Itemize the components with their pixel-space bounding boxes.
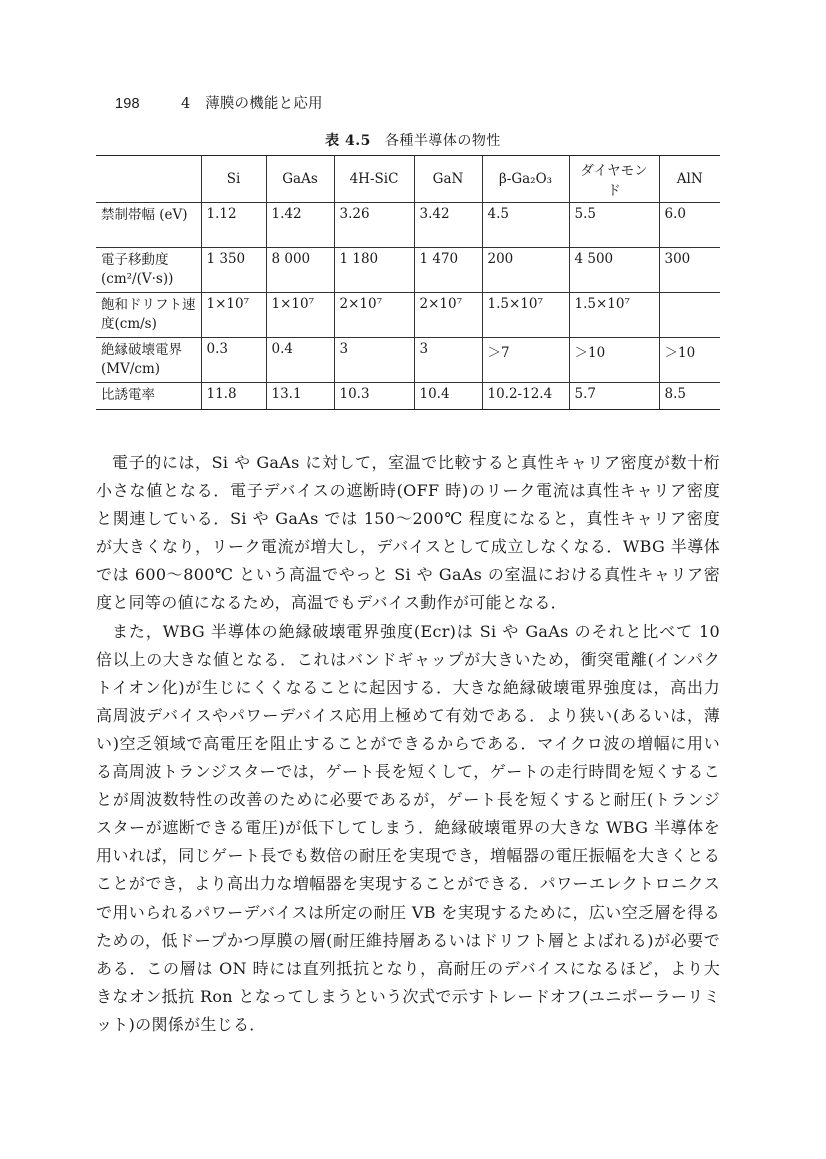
table-row: [96, 338, 720, 383]
table-cell: ＞10: [569, 338, 659, 383]
table-cell: 8.5: [659, 383, 720, 410]
table-header-cell: GaN: [414, 156, 482, 203]
table-cell: 10.2-12.4: [482, 383, 569, 410]
table-caption-title: 各種半導体の物性: [384, 133, 501, 149]
table-cell: 4.5: [482, 203, 569, 248]
table-cell: 2×10⁷: [334, 293, 414, 338]
chapter-title: 4 薄膜の機能と応用: [181, 96, 323, 112]
table-cell: 1.12: [201, 203, 266, 248]
table-cell: 10.4: [414, 383, 482, 410]
properties-table: [96, 155, 720, 410]
table-cell: 1.42: [266, 203, 334, 248]
table-caption-label: 表 4.5: [325, 133, 371, 149]
table-cell: 4 500: [569, 248, 659, 293]
table-cell: 5.7: [569, 383, 659, 410]
table-cell: 1 350: [201, 248, 266, 293]
table-cell: 0.4: [266, 338, 334, 383]
table-cell: 3: [334, 338, 414, 383]
table-cell: 11.8: [201, 383, 266, 410]
table-header-cell: [96, 156, 201, 203]
paragraph: また，WBG 半導体の絶縁破壊電界強度(Ecr)は Si や GaAs のそれと比べて 10 倍以上の大きな値となる．これはバンドギャップが大きいため，衝突電離(インパクトイオン化)が生じにくくなることに起因する．大きな絶縁破壊電界強度は，高出力高周波デバイスやパワーデバイス応用上極めて有効である．より狭い(あるいは，薄い)空乏領域で高電圧を阻止することができるからである．マイクロ波の増幅に用いる高周波トランジスターでは，ゲート長を短くして，ゲートの走行時間を短くすることが周波数特性の改善のために必要であるが，ゲート長を短くすると耐圧(トランジスターが遮断できる電圧)が低下してしまう．絶縁破壊電界の大きな WBG 半導体を用いれば，同じゲート長でも数倍の耐圧を実現でき，増幅器の電圧振幅を大きくとることができ，より高出力な増幅器を実現することができる．パワーエレクトロニクスで用いられるパワーデバイスは所定の耐圧 VB を実現するために，広い空乏層を得るための，低ドープかつ厚膜の層(耐圧維持層あるいはドリフト層とよばれる)が必要である．この層は ON 時には直列抵抗となり，高耐圧のデバイスになるほど，より大きなオン抵抗 Ron となってしまうという次式で示すトレードオフ(ユニポーラーリミット)の関係が生じる．: [96, 621, 720, 1034]
table-cell: 200: [482, 248, 569, 293]
table-cell: 2×10⁷: [414, 293, 482, 338]
table-header-cell: GaAs: [266, 156, 334, 203]
table-cell: 1×10⁷: [266, 293, 334, 338]
table-row: [96, 383, 720, 410]
table-cell: ＞10: [659, 338, 720, 383]
table-cell: 300: [659, 248, 720, 293]
table-cell: 3.42: [414, 203, 482, 248]
body-text: [96, 449, 720, 1039]
table-row: [96, 293, 720, 338]
table-cell: 8 000: [266, 248, 334, 293]
table-cell: 1 470: [414, 248, 482, 293]
row-label: 比誘電率: [96, 383, 201, 410]
table-cell: 10.3: [334, 383, 414, 410]
paragraph: 電子的には，Si や GaAs に対して，室温で比較すると真性キャリア密度が数十桁小さな値となる．電子デバイスの遮断時(OFF 時)のリーク電流は真性キャリア密度と関連している．Si や GaAs では 150〜200℃ 程度になると，真性キャリア密度が大きくなり，リーク電流が増大し，デバイスとして成立しなくなる．WBG 半導体では 600〜800℃ という高温でやっと Si や GaAs の室温における真性キャリア密度と同等の値になるため，高温でもデバイス動作が可能となる．: [96, 453, 720, 613]
table-cell: 5.5: [569, 203, 659, 248]
table-header-cell: ダイヤモンド: [569, 156, 659, 203]
table-cell: 3.26: [334, 203, 414, 248]
table-cell: 1.5×10⁷: [569, 293, 659, 338]
table-row: [96, 248, 720, 293]
table-header-cell: AlN: [659, 156, 720, 203]
table-cell: 0.3: [201, 338, 266, 383]
page-number: 198: [115, 96, 140, 112]
table-header-cell: Si: [201, 156, 266, 203]
table-cell: 1×10⁷: [201, 293, 266, 338]
table-cell: ＞7: [482, 338, 569, 383]
row-label: 電子移動度 (cm²/(V·s)): [96, 248, 201, 293]
table-header-row: [96, 156, 720, 203]
running-head: [115, 92, 323, 113]
table-row: [96, 203, 720, 248]
row-label: 禁制帯幅 (eV): [96, 203, 201, 248]
table-header-cell: β-Ga₂O₃: [482, 156, 569, 203]
table-cell: 6.0: [659, 203, 720, 248]
row-label: 飽和ドリフト速度(cm/s): [96, 293, 201, 338]
table-cell: 1 180: [334, 248, 414, 293]
table-cell: 13.1: [266, 383, 334, 410]
table-cell: 3: [414, 338, 482, 383]
table-cell: 1.5×10⁷: [482, 293, 569, 338]
row-label: 絶縁破壊電界 (MV/cm): [96, 338, 201, 383]
table-cell: [659, 293, 720, 338]
table-caption: [0, 130, 826, 150]
table-header-cell: 4H-SiC: [334, 156, 414, 203]
